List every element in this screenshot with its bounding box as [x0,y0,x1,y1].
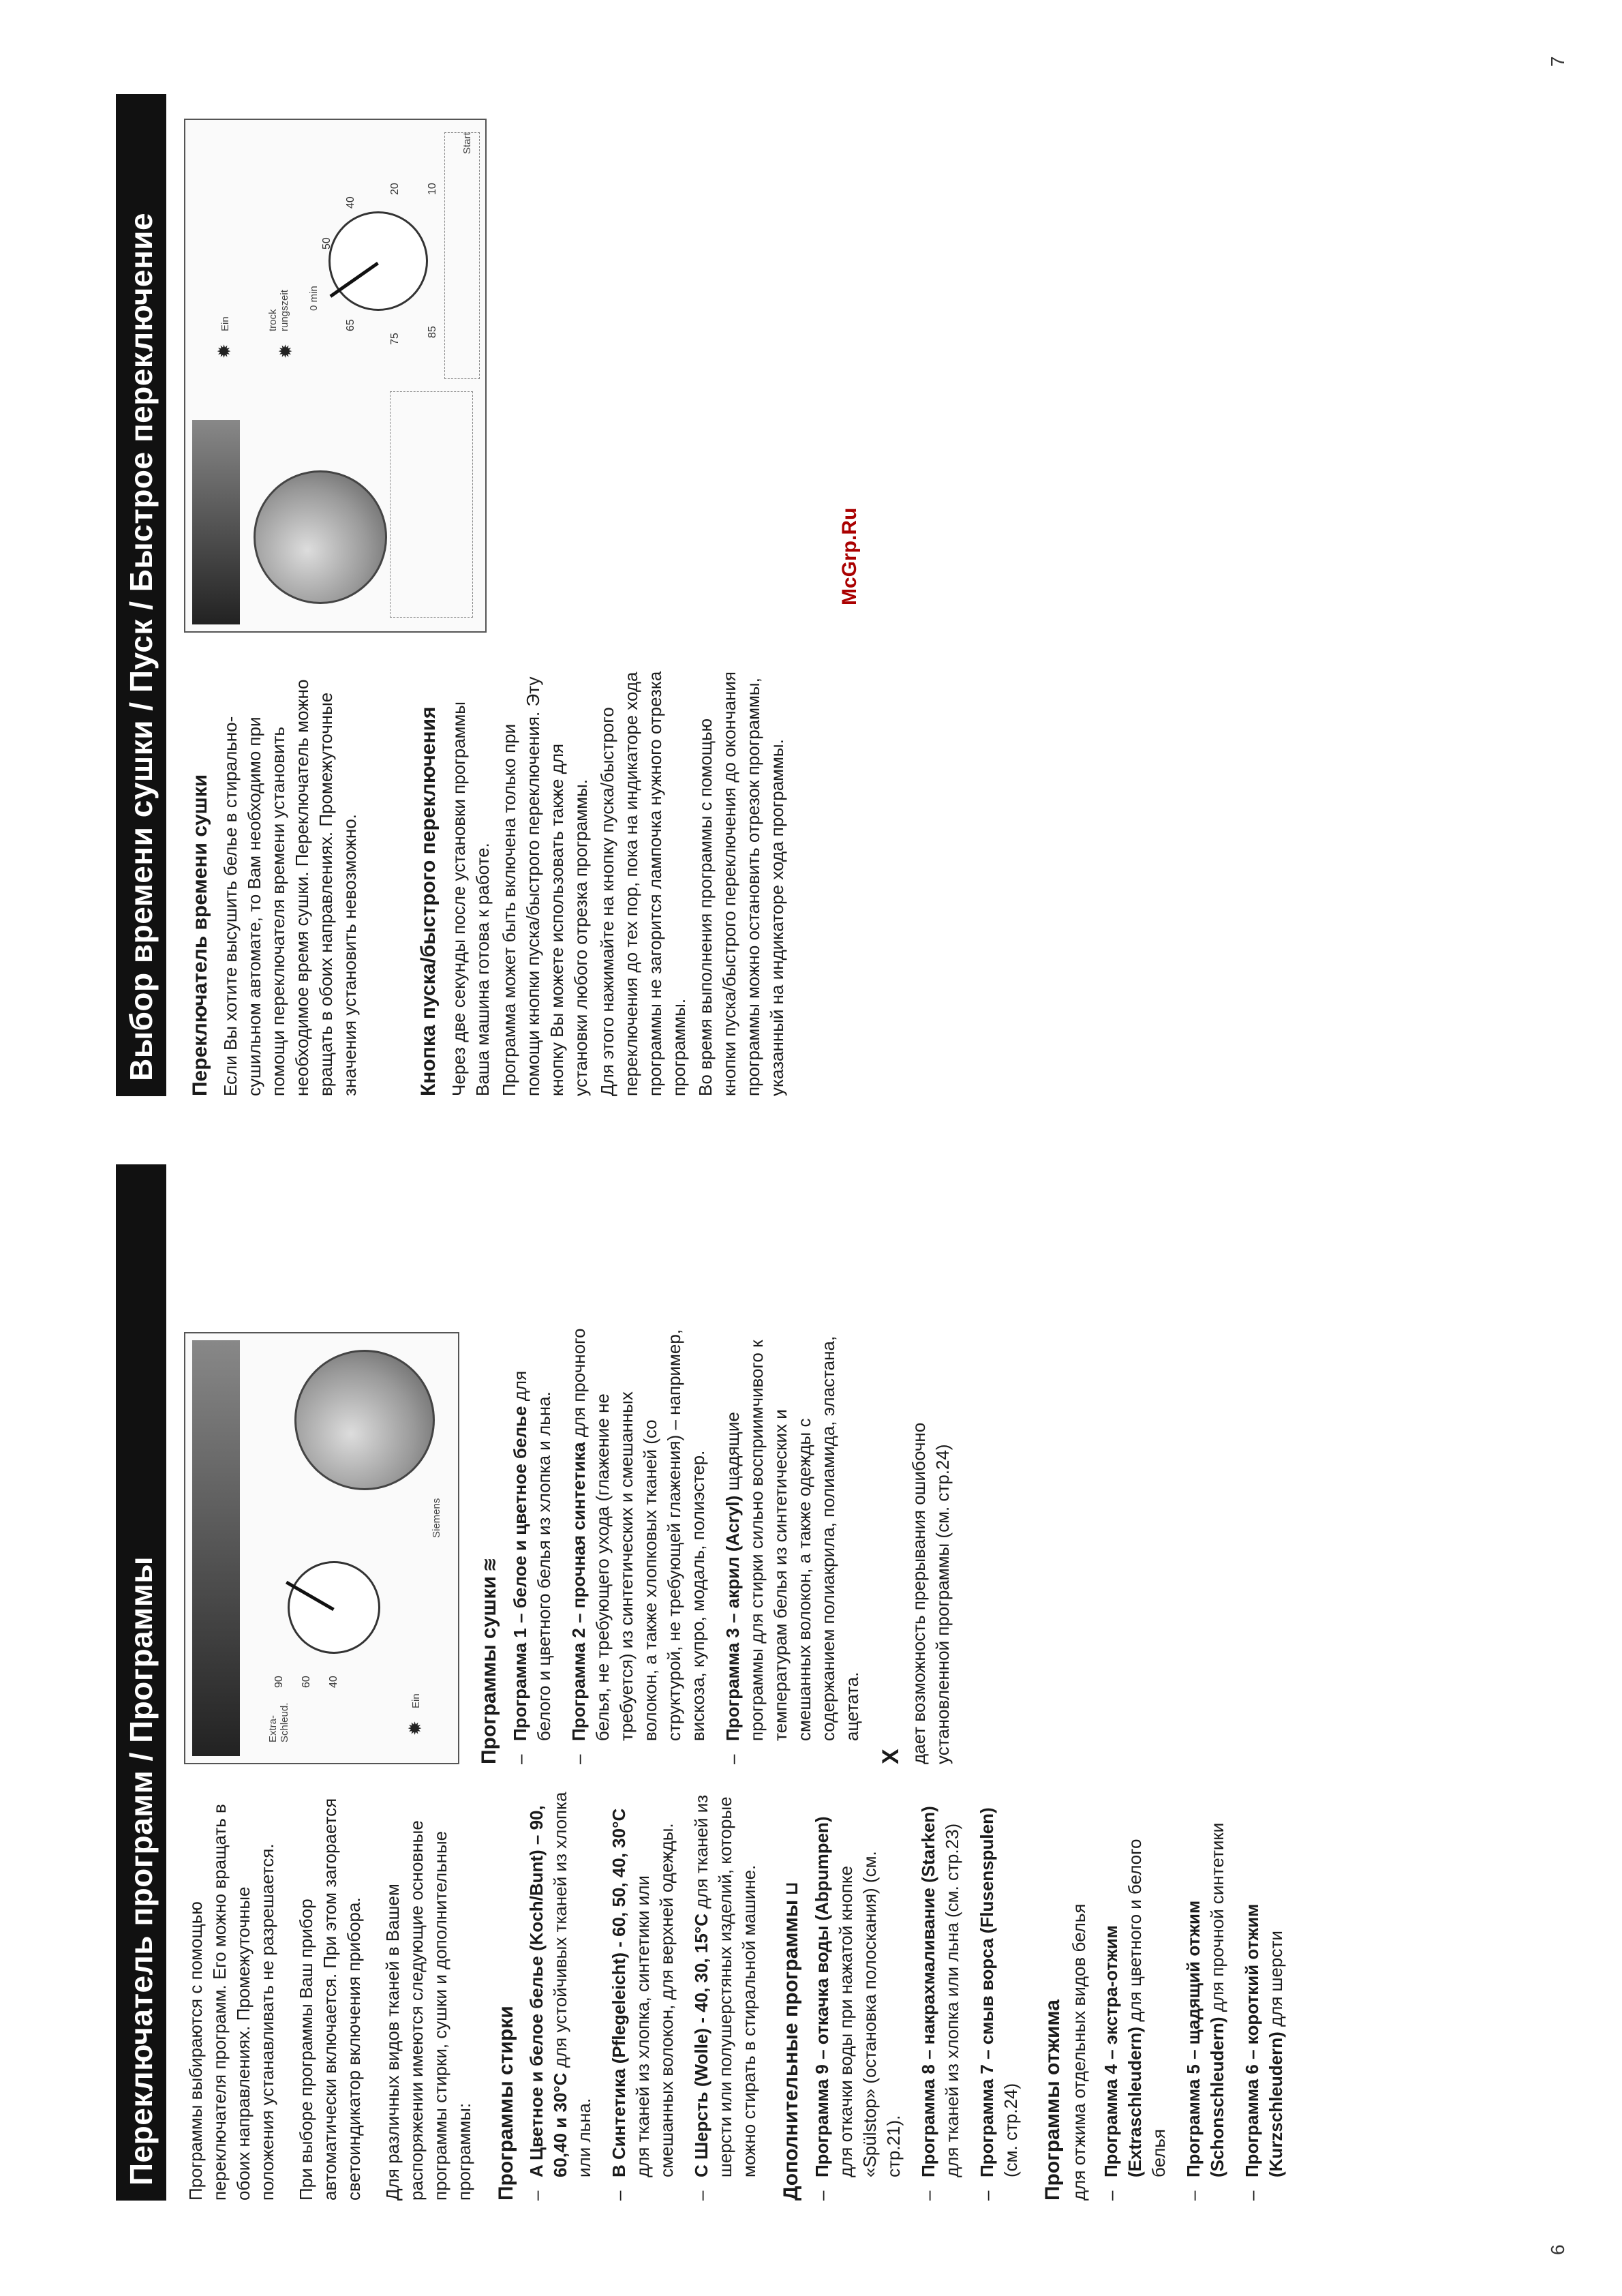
drying-timer-text: Если Вы хотите высушить белье в стирально-сушильном автомате, то Вам необходимо при помощи переключателя времени установить необходимое время сушки. Переключатель можно вращать в обоих направлениях. Промежуточные значения установить невозможно. [220,679,360,1096]
drying-timer-heading: Переключатель времени сушки [189,774,211,1096]
intro-paragraph: Для различных видов тканей в Вашем распоряжении имеются следующие основные программы стирки, сушки и дополнительные программы: [382,1820,474,2201]
dry-programs-heading: Программы сушки≋ [478,1557,500,1764]
power-label: Ein [219,316,231,331]
intro-paragraph: При выборе программы Ваш прибор автоматически включается. При этом загорается светоиндикатор включения прибора. [296,1798,364,2201]
intro-paragraph: Программы выбираются с помощью переключателя программ. Его можно вращать в обоих направлениях. Промежуточные положения устанавливать не разрешается. [185,1804,277,2201]
spin-programs-heading: Программы отжима [1041,1999,1064,2201]
zero-minutes-label: 0 min [308,286,320,311]
cancel-symbol: X [878,1749,904,1764]
start-paragraph: Во время выполнения программы с помощью кнопки пуска/быстрого переключения до окончания программы можно остановить отрезок программы, указанный на индикаторе хода программы. [695,671,787,1096]
brand-label: Siemens [431,1498,442,1538]
left-page [116,1164,1299,2201]
right-page [116,94,861,1096]
drying-timer-illustration: ✹ Ein ✹ trock rungszeit 0 min 10 20 40 50 65 75 85 Start [184,119,487,633]
left-page-title: Переключатель программ / Программы [116,1164,166,2201]
list-item: – Программа 9 – откачка воды (Abpumpen) для откачки воды при нажатой кнопке «Spülstop» (остановка полоскания) (см. стр.21). [812,1816,904,2201]
tub-icon: ⊔ [781,1881,801,1896]
list-item: – A Цветное и белое белье (Koch/Bunt) – 90, 60,40 и 30°C для устойчивых тканей из хлопка или льна. [526,1792,594,2201]
list-item: – Программа 8 – накрахмаливание (Starken) для тканей из хлопка или льна (см. стр.23) [918,1806,962,2201]
knob-closeup-photo [294,1350,435,1490]
list-item: – Программа 4 – экстра-отжим (Extraschleudern) для цветного и белого белья [1101,1839,1169,2201]
right-column-1 [184,660,792,1096]
right-column-2 [184,115,792,633]
list-item: – Программа 6 – короткий отжим (Kurzschleudern) для шерсти [1242,1903,1286,2201]
left-column-1 [184,1792,1299,2201]
drying-timer-knob [328,211,428,311]
drying-lamp-icon: ✹ [275,344,296,359]
list-item: – Программа 5 – щадящий отжим (Schonschleudern) для прочной синтетики [1183,1822,1227,2201]
list-item: – B Синтетика (Pflegeleicht) - 60, 50, 40, 30°C для тканей из хлопка, синтетики или смешанных волокон, для верхней одежды. [609,1808,677,2201]
start-button-heading: Кнопка пуска/быстрого переключения [417,706,440,1096]
timer-closeup-photo [254,470,387,604]
power-lamp-icon: ✹ [405,1721,425,1736]
cancel-symbol-description: дает возможность прерывания ошибочно установленной программы (см. стр.24) [908,1422,953,1764]
program-selector-illustration: Extra- Schleud. ✹ Ein 90 60 40 Siemens [184,1332,459,1764]
spin-programs-subheading: для отжима отдельных видов белья [1069,1903,1089,2201]
list-item: – Программа 1 – белое и цветное белье для белого и цветного белья из хлопка и льна. [510,1370,554,1764]
start-label: Start [461,132,473,154]
drying-time-label: trock rungszeit [267,290,290,331]
start-paragraph: Программа может быть включена только при помощи кнопки пуска/быстрого переключения. Эту кнопку Вы можете использовать также для установки любого отрезка программы. [499,676,591,1096]
left-column-2 [184,1328,1299,1764]
extra-programs-heading: Дополнительные программы⊔ [780,1881,802,2201]
drying-steam-icon: ≋ [479,1557,500,1573]
list-item: – Программа 3 – акрил (Acryl) щадящие программы для стирки сильно восприимчивого к температурам белья из синтетических и смешанных волокон, а также одежды с содержанием полиакрила, полиамида, эластана, ацетата. [722,1335,862,1764]
page-number-left: 6 [1547,2244,1568,2255]
power-label: Ein [410,1693,422,1708]
extra-spin-label: Extra- Schleud. [267,1702,290,1742]
right-page-title: Выбор времени сушки / Пуск / Быстрое переключение [116,94,166,1096]
page-number-right: 7 [1547,56,1568,67]
list-item: – Программа 7 – смыв ворса (Flusenspulen) (см. стр.24) [977,1807,1021,2201]
list-item: – C Шерсть (Wolle) - 40, 30, 15°C для тканей из шерсти или полушерстяных изделий, которые можно стирать в стиральной машине. [691,1794,759,2201]
power-lamp-icon: ✹ [214,344,234,359]
start-paragraph: Для этого нажимайте на кнопку пуска/быстрого переключения до тех пор, пока на индикаторе хода программы не загорится лампочка нужного отрезка программы. [597,671,689,1096]
start-paragraph: Через две секунды после установки программы Ваша машина готова к работе. [448,701,493,1096]
wash-programs-heading: Программы стирки [495,2006,517,2201]
watermark: McGrp.Ru [838,507,861,605]
list-item: – Программа 2 – прочная синтетика для прочного белья, не требующего ухода (глажение не требуется) из синтетических и смешанных волокон, а также хлопковых тканей (со структурой, не требующей глажения) – например, вискоза, купро, модаль, полиэстер. [568,1328,708,1764]
